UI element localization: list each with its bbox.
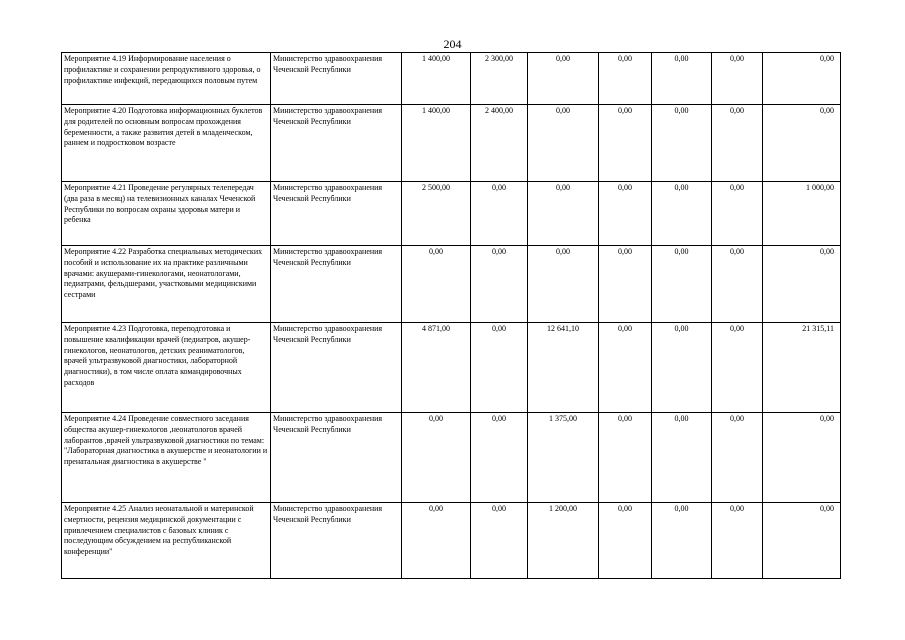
amount-cell: 0,00 <box>471 182 528 246</box>
activity-cell: Мероприятие 4.25 Анализ неонатальной и материнской смертности, рецензия медицинской документации с привлечением специалистов с базовых клиник с последующим обсуждением на республиканской конференции" <box>62 503 271 579</box>
amount-cell: 4 871,00 <box>402 323 471 413</box>
amount-cell: 0,00 <box>402 503 471 579</box>
activity-cell: Мероприятие 4.23 Подготовка, переподготовка и повышение квалификации врачей (педиатров, акушер-гинекологов, неонатологов, детских реаниматологов, врачей ультразвуковой диагностики, лабораторной диагностики), в том числе оплата командировочных расходов <box>62 323 271 413</box>
amount-cell: 0,00 <box>712 182 763 246</box>
amount-cell: 0,00 <box>528 246 599 323</box>
amount-cell: 0,00 <box>712 503 763 579</box>
activity-cell: Мероприятие 4.22 Разработка специальных методических пособий и использование их на практике различными врачами: акушерами-гинекологами, неонатологами, педиатрами, фельдшерами, участковыми медицинскими сестрами <box>62 246 271 323</box>
amount-cell: 2 500,00 <box>402 182 471 246</box>
executor-cell: Министерство здравоохранения Чеченской Республики <box>271 413 402 503</box>
amount-cell: 0,00 <box>712 246 763 323</box>
amount-cell: 0,00 <box>763 246 841 323</box>
amount-cell: 21 315,11 <box>763 323 841 413</box>
amount-cell: 0,00 <box>652 182 712 246</box>
table-row <box>62 503 841 579</box>
amount-cell: 0,00 <box>599 323 652 413</box>
amount-cell: 0,00 <box>471 246 528 323</box>
program-activities-table <box>61 52 841 579</box>
table-body <box>62 53 841 579</box>
amount-cell: 0,00 <box>599 182 652 246</box>
activity-cell: Мероприятие 4.24 Проведение совместного заседания общества акушер-гинекологов ,неонатологов врачей лаборантов ,врачей ультразвуковой диагностики по темам: "Лабораторная диагностика в акушерстве и неонатологии и пренатальная диагностика в акушерстве " <box>62 413 271 503</box>
executor-cell: Министерство здравоохранения Чеченской Республики <box>271 246 402 323</box>
amount-cell: 0,00 <box>652 246 712 323</box>
amount-cell: 0,00 <box>652 53 712 105</box>
amount-cell: 0,00 <box>763 503 841 579</box>
amount-cell: 0,00 <box>599 53 652 105</box>
executor-cell: Министерство здравоохранения Чеченской Республики <box>271 53 402 105</box>
amount-cell: 0,00 <box>599 503 652 579</box>
amount-cell: 0,00 <box>652 105 712 182</box>
amount-cell: 2 300,00 <box>471 53 528 105</box>
amount-cell: 0,00 <box>528 182 599 246</box>
activity-cell: Мероприятие 4.20 Подготовка информационных буклетов для родителей по основным вопросам прохождения беременности, а также развития детей в младенческом, раннем и подростковом возрасте <box>62 105 271 182</box>
amount-cell: 1 400,00 <box>402 105 471 182</box>
table-row <box>62 105 841 182</box>
table-row <box>62 53 841 105</box>
activity-cell: Мероприятие 4.19 Информирование населения о профилактике и сохранении репродуктивного здоровья, о профилактике инфекций, передающихся половым путем <box>62 53 271 105</box>
amount-cell: 0,00 <box>402 246 471 323</box>
amount-cell: 0,00 <box>599 413 652 503</box>
amount-cell: 0,00 <box>528 53 599 105</box>
amount-cell: 0,00 <box>599 105 652 182</box>
amount-cell: 12 641,10 <box>528 323 599 413</box>
executor-cell: Министерство здравоохранения Чеченской Республики <box>271 105 402 182</box>
table-row <box>62 182 841 246</box>
amount-cell: 0,00 <box>712 53 763 105</box>
amount-cell: 1 000,00 <box>763 182 841 246</box>
amount-cell: 1 400,00 <box>402 53 471 105</box>
amount-cell: 0,00 <box>763 413 841 503</box>
page-number: 204 <box>443 37 462 51</box>
table-row <box>62 413 841 503</box>
amount-cell: 0,00 <box>599 246 652 323</box>
table-row <box>62 323 841 413</box>
amount-cell: 2 400,00 <box>471 105 528 182</box>
executor-cell: Министерство здравоохранения Чеченской Республики <box>271 182 402 246</box>
amount-cell: 0,00 <box>471 413 528 503</box>
executor-cell: Министерство здравоохранения Чеченской Республики <box>271 323 402 413</box>
amount-cell: 0,00 <box>652 503 712 579</box>
amount-cell: 0,00 <box>652 323 712 413</box>
amount-cell: 0,00 <box>402 413 471 503</box>
amount-cell: 0,00 <box>712 413 763 503</box>
amount-cell: 1 375,00 <box>528 413 599 503</box>
amount-cell: 0,00 <box>763 53 841 105</box>
executor-cell: Министерство здравоохранения Чеченской Республики <box>271 503 402 579</box>
amount-cell: 0,00 <box>712 323 763 413</box>
amount-cell: 0,00 <box>652 413 712 503</box>
amount-cell: 0,00 <box>471 323 528 413</box>
amount-cell: 0,00 <box>528 105 599 182</box>
amount-cell: 1 200,00 <box>528 503 599 579</box>
amount-cell: 0,00 <box>712 105 763 182</box>
amount-cell: 0,00 <box>763 105 841 182</box>
table-row <box>62 246 841 323</box>
amount-cell: 0,00 <box>471 503 528 579</box>
activity-cell: Мероприятие 4.21 Проведение регулярных телепередач (два раза в месяц) на телевизионных каналах Чеченской Республики по вопросам охраны здоровья матери и ребенка <box>62 182 271 246</box>
